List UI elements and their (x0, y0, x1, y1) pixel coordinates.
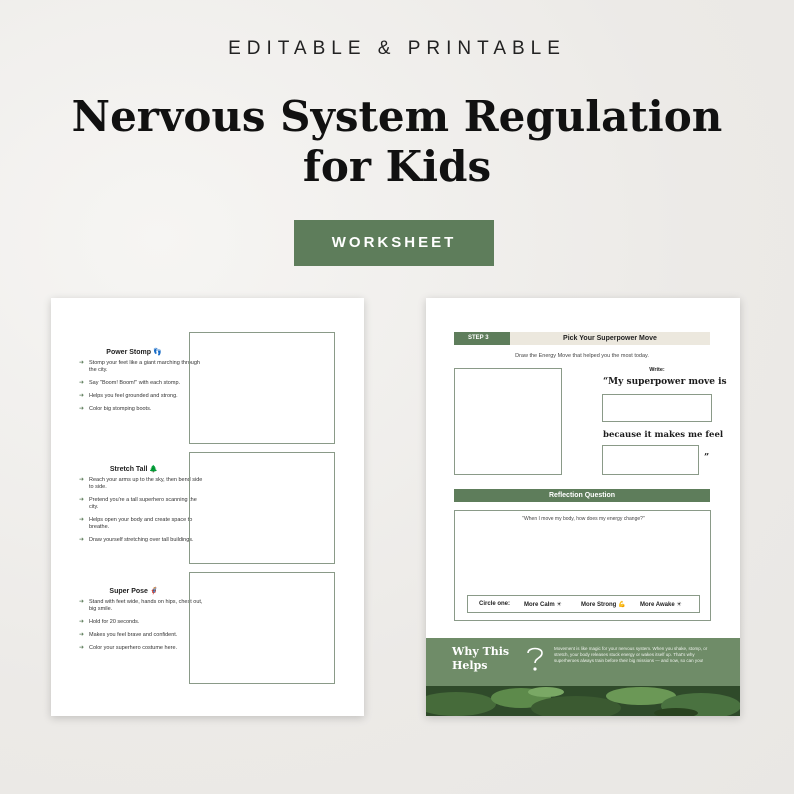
arrow-icon: ➜ (79, 360, 85, 366)
list-item (79, 537, 205, 544)
why-text: Movement is like magic for your nervous system. When you shake, stomp, or stretch, your body releases stuck energy or wakes itself up. That's why superheroes always train before their big missions — and now, so can you! (554, 646, 708, 663)
bullet-text: Hold for 20 seconds. (89, 619, 140, 625)
drawing-box[interactable] (189, 572, 335, 684)
subtitle: EDITABLE & PRINTABLE (228, 38, 566, 59)
circle-one-row (467, 595, 700, 613)
title-line-1: Nervous System Regulation (71, 92, 723, 141)
bullet-text: Makes you feel brave and confident. (89, 632, 178, 638)
question-mark-icon (522, 644, 548, 674)
quote-close: ” (704, 453, 710, 463)
why-title: Why This Helps (452, 645, 510, 672)
quote-because: because it makes me feel (603, 430, 724, 440)
drawing-box[interactable] (189, 332, 335, 444)
arrow-icon: ➜ (79, 393, 85, 399)
bullet-text: Helps you feel grounded and strong. (89, 393, 178, 399)
list-item (79, 517, 205, 531)
bullet-text: Draw yourself stretching over tall buildings. (89, 537, 194, 543)
arrow-icon: ➜ (79, 477, 85, 483)
superpower-write-box[interactable] (602, 394, 712, 422)
reflection-question: "When I move my body, how does my energy change?" (522, 516, 645, 522)
arrow-icon: ➜ (79, 380, 85, 386)
bullet-list (79, 360, 205, 419)
leaves-photo (426, 686, 740, 716)
energy-move-drawing-box[interactable] (454, 368, 562, 475)
option-more-strong[interactable]: More Strong 💪 (581, 602, 626, 608)
step-title: Pick Your Superpower Move (563, 335, 657, 342)
list-item (79, 599, 205, 613)
drawing-box[interactable] (189, 452, 335, 564)
bullet-list (79, 477, 205, 550)
list-item (79, 477, 205, 491)
option-more-calm[interactable]: More Calm ☀ (524, 602, 562, 608)
list-item (79, 360, 205, 374)
instruction-text: Draw the Energy Move that helped you the most today. (515, 353, 649, 359)
list-item (79, 619, 205, 626)
arrow-icon: ➜ (79, 645, 85, 651)
bullet-text: Stomp your feet like a giant marching through the city. (89, 360, 200, 373)
arrow-icon: ➜ (79, 599, 85, 605)
bullet-text: Reach your arms up to the sky, then bend side to side. (89, 477, 203, 490)
step-header (454, 332, 710, 345)
why-this-helps-footer (426, 638, 740, 716)
left-worksheet-page (51, 298, 364, 716)
list-item (79, 632, 205, 639)
list-item (79, 645, 205, 652)
worksheet-badge: WORKSHEET (294, 220, 494, 266)
title-line-2: for Kids (302, 142, 492, 191)
bullet-text: Say "Boom! Boom!" with each stomp. (89, 380, 181, 386)
list-item (79, 406, 205, 413)
bullet-text: Stand with feet wide, hands on hips, chest out, big smile. (89, 599, 203, 612)
circle-label: Circle one: (479, 601, 511, 607)
main-title (0, 92, 794, 192)
arrow-icon: ➜ (79, 537, 85, 543)
list-item (79, 380, 205, 387)
section-title: Stretch Tall 🌲 (109, 466, 159, 473)
section-title: Power Stomp 👣 (106, 349, 162, 356)
bullet-list (79, 599, 205, 658)
arrow-icon: ➜ (79, 632, 85, 638)
arrow-icon: ➜ (79, 497, 85, 503)
bullet-text: Pretend you're a tall superhero scanning the city. (89, 497, 197, 510)
bullet-text: Helps open your body and create space to breathe. (89, 517, 193, 530)
reflection-box[interactable] (454, 510, 711, 621)
bullet-text: Color your superhero costume here. (89, 645, 178, 651)
list-item (79, 393, 205, 400)
arrow-icon: ➜ (79, 619, 85, 625)
bullet-text: Color big stomping boots. (89, 406, 152, 412)
step-tag: STEP 3 (454, 332, 510, 345)
option-more-awake[interactable]: More Awake ☀ (640, 602, 682, 608)
section-title: Super Pose 🦸🏼 (109, 588, 159, 595)
quote-superpower: “My superpower move is (603, 377, 727, 387)
right-worksheet-page (426, 298, 740, 716)
write-label: Write: (649, 367, 665, 373)
feeling-write-box[interactable] (602, 445, 699, 475)
arrow-icon: ➜ (79, 517, 85, 523)
reflection-heading: Reflection Question (454, 489, 710, 502)
arrow-icon: ➜ (79, 406, 85, 412)
list-item (79, 497, 205, 511)
